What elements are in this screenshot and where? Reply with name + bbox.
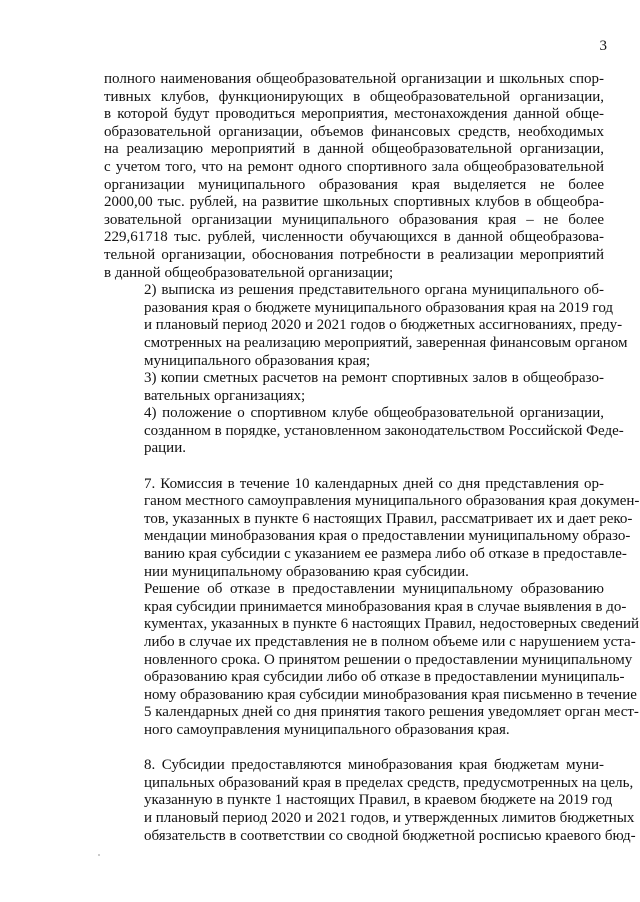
text-line: ванию края субсидии с указанием ее размера либо об отказе в предоставле- [144, 546, 627, 563]
text-line: указанную в пункте 1 настоящих Правил, в краевом бюджете на 2019 год [144, 792, 613, 809]
text-line: в данной общеобразовательной организации; [104, 264, 394, 281]
text-line: кументах, указанных в пункте 6 настоящих Правил, недостоверных сведений [144, 616, 640, 633]
text-line: рации. [144, 440, 186, 457]
text-line: 2000,00 тыс. рублей, на развитие школьных спортивных клубов в общеобра- [104, 194, 604, 211]
document-body [104, 71, 640, 845]
paragraph-item-4 [104, 405, 624, 458]
text-line: тов, указанных в пункте 6 настоящих Правил, рассматривает их и дает реко- [144, 510, 633, 527]
text-line: и плановый период 2020 и 2021 годов о бюджетных ассигнованиях, преду- [144, 317, 623, 334]
text-line: 3) копии сметных расчетов на ремонт спортивных залов в общеобразо- [144, 370, 604, 387]
text-line: образовательной организации, объемов финансовых средств, необходимых [104, 123, 604, 140]
text-line: 8. Субсидии предоставляются минобразования края бюджетам муни- [144, 757, 604, 774]
text-line: нии муниципальному образованию края субсидии. [144, 563, 469, 580]
paragraph-item-3 [104, 370, 604, 405]
text-line: в которой будут проводиться мероприятия, местонахождения данной обще- [104, 106, 604, 123]
text-line: на реализацию мероприятий в данной общеобразовательной организации, [104, 141, 604, 158]
page-number: 3 [599, 38, 607, 54]
text-line: мендации минобразования края о предоставлении муниципальному образо- [144, 528, 631, 545]
text-line: тивных клубов, функционирующих в общеобразовательной организации, [104, 88, 604, 105]
text-line: вательных организациях; [144, 387, 306, 404]
paragraph-continuation [104, 71, 604, 282]
text-line: организации муниципального образования края выделяется не более [104, 176, 604, 193]
text-line: ципальных образований края в пределах средств, предусмотренных на цель, [144, 774, 634, 791]
text-line: края субсидии принимается минобразования края в случае выявления в до- [144, 598, 627, 615]
text-line: ному образованию края субсидии минобразования края письменно в течение [144, 686, 637, 703]
text-line: созданном в порядке, установленном законодательством Российской Феде- [144, 422, 624, 439]
text-line: ного самоуправления муниципального образования края. [144, 721, 510, 738]
text-line: 7. Комиссия в течение 10 календарных дней со дня представления ор- [144, 475, 604, 492]
text-line: полного наименования общеобразовательной организации и школьных спор- [104, 71, 604, 87]
text-line: образованию края субсидии либо об отказе в предоставлении муниципаль- [144, 669, 625, 686]
text-line: разования края о бюджете муниципального образования края на 2019 год [144, 299, 614, 316]
scan-speck [98, 854, 100, 856]
text-line: ганом местного самоуправления муниципального образования края докумен- [144, 493, 640, 510]
text-line: муниципального образования края; [144, 352, 371, 369]
paragraph-item-2 [104, 282, 628, 370]
text-line: новленного срока. О принятом решении о предоставлении муниципальному [144, 651, 633, 668]
text-line: 4) положение о спортивном клубе общеобразовательной организации, [144, 405, 604, 422]
text-line: 2) выписка из решения представительного органа муниципального об- [144, 282, 604, 299]
text-line: либо в случае их представления не в полном объеме или с нарушением уста- [144, 634, 636, 650]
text-line: и плановый период 2020 и 2021 годов, и утвержденных лимитов бюджетных [144, 809, 635, 826]
paragraph-section-7-refusal [104, 581, 640, 739]
text-line: обязательств в соответствии со сводной бюджетной росписью краевого бюд- [144, 827, 636, 844]
text-line: с учетом того, что на ремонт одного спортивного зала общеобразовательной [104, 158, 604, 175]
paragraph-section-7 [104, 475, 640, 582]
text-line: зовательной организации муниципального образования края – не более [104, 211, 604, 228]
text-line: 229,61718 тыс. рублей, численности обучающихся в данной общеобразова- [104, 229, 604, 246]
paragraph-section-8 [104, 757, 636, 845]
text-line: 5 календарных дней со дня принятия такого решения уведомляет орган мест- [144, 704, 639, 721]
text-line: смотренных на реализацию мероприятий, заверенная финансовым органом [144, 334, 628, 351]
text-line: тельной организации, обоснования потребности в реализации мероприятий [104, 246, 604, 263]
text-line: Решение об отказе в предоставлении муниципальному образованию [144, 581, 604, 598]
